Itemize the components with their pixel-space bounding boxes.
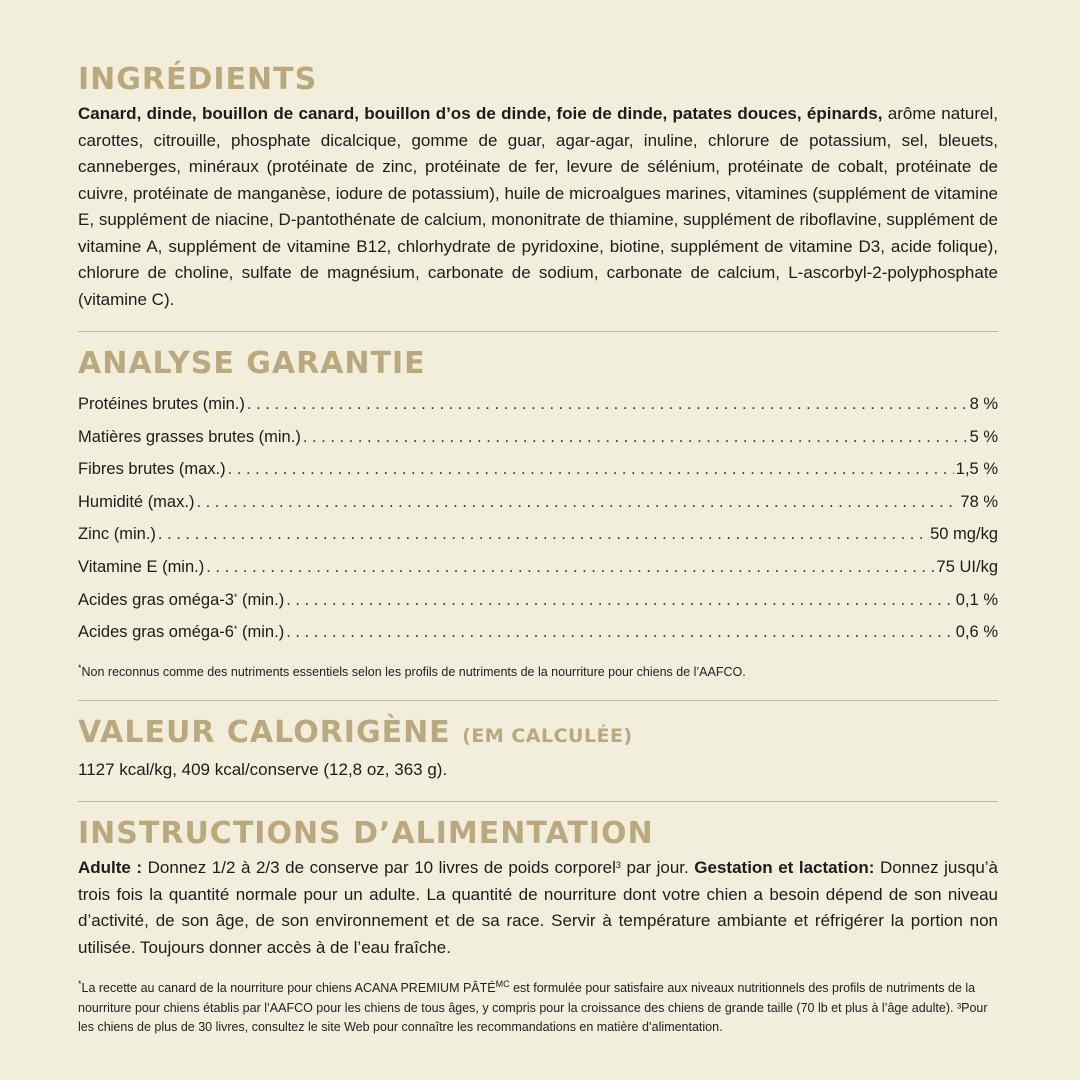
calorie-value: 1127 kcal/kg, 409 kcal/conserve (12,8 oz, 363 g).: [78, 759, 448, 779]
analysis-row: [78, 518, 998, 551]
analysis-label-text: Acides gras oméga-6: [78, 623, 234, 642]
analysis-table: [78, 388, 998, 649]
analysis-row: [78, 486, 998, 519]
analysis-label-text: Matières grasses brutes (min.): [78, 427, 301, 446]
analysis-value: 0,1 %: [955, 590, 998, 609]
analysis-label-text: Protéines brutes (min.): [78, 395, 245, 413]
analysis-label: [78, 388, 245, 421]
footnote-text-a: La recette au canard de la nourriture pour chiens ACANA PREMIUM PÂTÉ: [81, 981, 496, 996]
analysis-value: 0,6 %: [955, 623, 998, 642]
analysis-value: 75 UI/kg: [936, 557, 998, 576]
analysis-heading: ANALYSE GARANTIE: [78, 346, 426, 381]
analysis-label: [78, 453, 226, 486]
footnote-text-b: est formulée pour satisfaire aux niveaux nutritionnels des profils de nutriments de la nourriture pour chiens établis par l’AAFCO pour les chiens de tous âges, y compris pour la croissance des chiens de grande taille (70 lb et plus à l’âge adulte). ³Pour les chiens de plus de 30 livres, consultez le site Web pour connaître les recommandations en matière d’alimentation.: [78, 981, 988, 1035]
analysis-label-text: Acides gras oméga-3: [78, 590, 234, 609]
adult-text: Donnez 1/2 à 2/3 de conserve par 10 livres de poids corporel: [142, 858, 616, 878]
dot-leader: [303, 421, 968, 454]
analysis-value: 1,5 %: [955, 460, 998, 479]
analysis-label: [78, 486, 194, 519]
calorie-subtitle: (EM CALCULÉE): [462, 724, 633, 747]
analysis-row: [78, 616, 998, 649]
ingredients-rest-list: arôme naturel, carottes, citrouille, phosphate dicalcique, gomme de guar, agar-agar, inuline, chlorure de potassium, sel, bleuets, canneberges, minéraux (protéinate de zinc, protéinate de fer, levure de sélénium, protéinate de cobalt, protéinate de cuivre, protéinate de manganèse, iodure de potassium), huile de microalgues marines, vitamines (supplément de vitamine E, supplément de niacine, D-pantothénate de calcium, mononitrate de thiamine, supplément de riboflavine, supplément de vitamine A, supplément de vitamine B12, chlorhydrate de pyridoxine, biotine, supplément de vitamine D3, acide folique), chlorure de choline, sulfate de magnésium, carbonate de sodium, carbonate de calcium, L-ascorbyl-2-polyphosphate (vitamine C).: [78, 104, 998, 309]
dot-leader: [247, 388, 968, 421]
analysis-label-text: Vitamine E (min.): [78, 557, 205, 576]
analysis-label-text: Fibres brutes (max.): [78, 460, 226, 479]
analysis-label-qualifier: (min.): [237, 623, 285, 642]
gestation-label: Gestation et lactation:: [694, 858, 875, 878]
analysis-value: 5 %: [969, 427, 998, 446]
gestation-text: Donnez jusqu’à trois fois la quantité normale pour un adulte. La quantité de nourriture dont votre chien a besoin dépend de son niveau d’activité, de son âge, de son environnement et de sa race. Servir à température ambiante et réfrigérer la portion non utilisée. Toujours donner accès à de l’eau fraîche.: [78, 858, 999, 957]
analysis-label: [78, 421, 301, 454]
analysis-row: [78, 453, 998, 486]
trademark-mark: MC: [495, 979, 510, 990]
footnote: [78, 979, 998, 1038]
divider: [78, 700, 998, 701]
analysis-label-text: Humidité (max.): [78, 492, 195, 511]
note-text: Non reconnus comme des nutriments essentiels selon les profils de nutriments de la nourriture pour chiens de l’AAFCO.: [81, 664, 746, 679]
analysis-row: [78, 584, 998, 617]
dot-leader: [158, 518, 928, 551]
ingredients-main-list: Canard, dinde, bouillon de canard, bouillon d’os de dinde, foie de dinde, patates douces, épinards,: [78, 104, 883, 123]
analysis-label: [78, 616, 284, 649]
note-marker: *: [78, 662, 82, 673]
analysis-label-sup: *: [233, 591, 238, 602]
calorie-heading: [78, 715, 998, 754]
analysis-label: [78, 584, 284, 617]
divider: [78, 331, 998, 332]
analysis-value: 8 %: [969, 395, 998, 413]
ingredients-heading: INGRÉDIENTS: [78, 62, 318, 97]
analysis-row: [78, 551, 998, 584]
analysis-label-qualifier: (min.): [237, 590, 285, 609]
dot-leader: [196, 486, 958, 519]
analysis-label-sup: *: [233, 624, 238, 635]
feeding-instructions: [78, 855, 998, 961]
ingredients-list: [78, 101, 998, 313]
analysis-value: 78 %: [960, 492, 998, 511]
dot-leader: [286, 584, 954, 617]
adult-label: Adulte :: [78, 858, 143, 878]
dot-leader: [228, 453, 954, 486]
analysis-row: [78, 388, 998, 421]
analysis-note: [78, 663, 998, 682]
analysis-row: [78, 421, 998, 454]
dot-leader: [206, 551, 934, 584]
adult-after: par jour.: [620, 858, 695, 878]
dot-leader: [286, 616, 954, 649]
divider: [78, 801, 998, 802]
analysis-label: [78, 551, 204, 584]
analysis-label: [78, 518, 156, 551]
calorie-title: VALEUR CALORIGÈNE: [78, 714, 451, 750]
footnote-marker: *: [78, 979, 82, 990]
feeding-heading: INSTRUCTIONS D’ALIMENTATION: [78, 816, 654, 852]
analysis-label-text: Zinc (min.): [78, 525, 156, 544]
adult-sup: 3: [615, 860, 621, 871]
analysis-value: 50 mg/kg: [930, 525, 998, 544]
